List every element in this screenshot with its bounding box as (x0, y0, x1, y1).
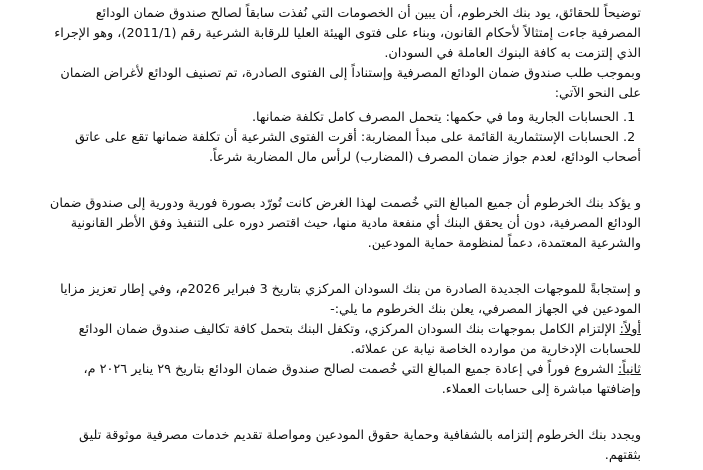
point-text: الشروع فوراً في إعادة جميع المبالغ التي خُصمت لصالح صندوق ضمان الودائع بتاريخ ٢٩ يناير ٢٠٢٦ م، (83, 362, 618, 377)
text-line: و إستجابةً للموجهات الجديدة الصادرة من بنك السودان المركزي بتاريخ 3 فبراير 2026م، وفي إطار تعزيز مزايا (60, 282, 641, 297)
text-line: ويجدد بنك الخرطوم إلتزامه بالشفافية وحماية حقوق المودعين ومواصلة تقديم خدمات مصرفية موثوقة تليق (79, 428, 641, 443)
text-line: على النحو الآتي: (554, 86, 641, 101)
list-item-continuation (68, 148, 641, 168)
text-line: والشرعية المعتمدة، دعماً لمنظومة حماية المودعين. (367, 236, 641, 251)
confirmation-paragraph (49, 194, 641, 254)
closing-paragraph (68, 426, 641, 466)
text-line: بثقتهم. (604, 448, 641, 463)
classification-list (68, 108, 641, 168)
text-line: للحسابات الإدخارية من موارده الخاصة نيابة عن عملائه. (350, 342, 641, 357)
point-text: الإلتزام الكامل بموجهات بنك السودان المركزي، وتكفل البنك بتحمل كافة تكاليف صندوق ضمان الودائع (78, 322, 620, 337)
text-line: المودعين في الجهاز المصرفي، يعلن بنك الخرطوم ما يلي:- (330, 302, 641, 317)
document-body (49, 0, 641, 466)
text-line: المصرفية جاءت إمتثالاً لأحكام القانون، وبناء على فتوى الهيئة العليا للرقابة الشرعية رقم (2011/1)، وهو الإجراء (54, 26, 641, 41)
list-number: 2. (623, 130, 636, 145)
list-item-text: الحسابات الإستثمارية القائمة على مبدأ المضاربة: أقرت الفتوى الشرعية أن تكلفة ضمانها تقع على عاتق (74, 130, 619, 145)
point-first (68, 320, 641, 360)
text-line: الذي إلتزمت به كافة البنوك العاملة في السودان. (384, 46, 641, 61)
list-item (68, 128, 641, 148)
response-paragraph (60, 280, 641, 320)
text-line: الودائع المصرفية، دون أن يحقق البنك أي منفعة مادية منها، حيث اقتصر دوره على التنفيذ وفق الأطر القانونية (70, 216, 641, 231)
text-line: و يؤكد بنك الخرطوم أن جميع المبالغ التي خُصمت لهذا الغرض كانت تُورّد بصورة فورية ودورية إلى صندوق ضمان (49, 196, 641, 211)
point-label: أولاً: (619, 322, 641, 337)
text-line: توضيحاً للحقائق، يود بنك الخرطوم، أن يبين أن الخصومات التي نُفذت سابقاً لصالح صندوق ضمان الودائع (95, 6, 641, 21)
text-line (68, 360, 641, 380)
list-item-text: أصحاب الودائع، لعدم جواز ضمان المصرف (المضارب) لرأس مال المضاربة شرعاً. (208, 150, 641, 165)
text-line: وبموجب طلب صندوق ضمان الودائع المصرفية وإستناداً إلى الفتوى الصادرة، تم تصنيف الودائع لأغراض الضمان (60, 66, 641, 81)
text-line (68, 320, 641, 340)
intro-paragraph (54, 4, 641, 64)
list-number: 1. (623, 110, 636, 125)
text-line: وإضافتها مباشرة إلى حسابات العملاء. (441, 382, 641, 397)
point-second (68, 360, 641, 400)
list-item-text: الحسابات الجارية وما في حكمها: يتحمل المصرف كامل تكلفة ضمانها. (251, 110, 619, 125)
point-label: ثانياً: (617, 362, 641, 377)
classification-paragraph (60, 64, 641, 104)
list-item (68, 108, 641, 128)
